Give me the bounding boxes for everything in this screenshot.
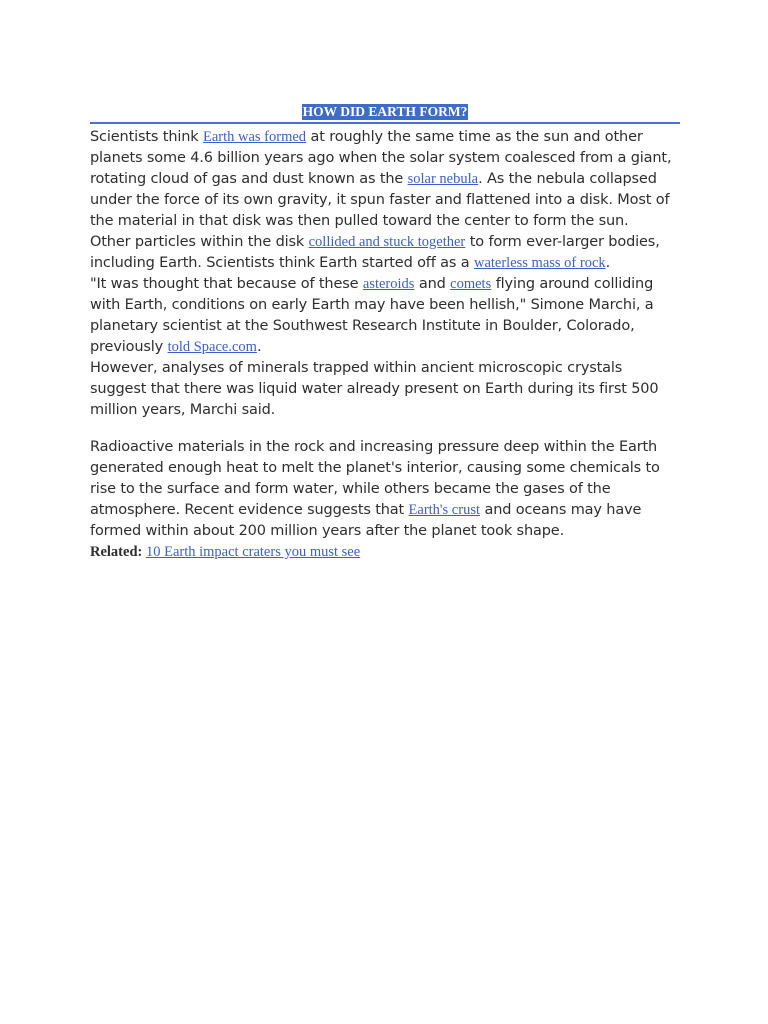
paragraph-quote	[90, 274, 680, 358]
text-run: . As the nebula collapsed under the force of its own gravity, it spun faster and flattened into a disk. Most of the material in that disk was then pulled toward the center to form the sun.	[90, 171, 670, 229]
text-run: Scientists think	[90, 129, 203, 145]
paragraph-radioactive	[90, 437, 680, 542]
link-earths-crust[interactable]: Earth's crust	[408, 502, 480, 518]
text-run: and	[414, 276, 451, 292]
link-waterless-mass-of-rock[interactable]: waterless mass of rock	[473, 255, 606, 271]
article	[90, 104, 680, 563]
text-run: "It was thought that because of these	[90, 276, 363, 292]
paragraph-formation	[90, 127, 680, 232]
text-run: at roughly the same time as the sun and other planets some 4.6 billion years ago when the solar system coalesced from a giant, rotating cloud of gas and dust known as the	[90, 129, 672, 187]
link-comets[interactable]: comets	[450, 276, 492, 292]
link-earth-was-formed[interactable]: Earth was formed	[202, 129, 307, 145]
link-solar-nebula[interactable]: solar nebula	[407, 171, 479, 187]
text-run: Radioactive materials in the rock and increasing pressure deep within the Earth generated enough heat to melt the planet's interior, causing some chemicals to rise to the surface and form water, while others became the gases of the atmosphere. Recent evidence suggests that	[90, 439, 660, 518]
paragraph-water: However, analyses of minerals trapped within ancient microscopic crystals suggest that there was liquid water already present on Earth during its first 500 million years, Marchi said.	[90, 360, 659, 418]
related-label: Related:	[90, 544, 143, 560]
link-impact-craters[interactable]: 10 Earth impact craters you must see	[145, 544, 361, 560]
text-run: and oceans may have formed within about 200 million years after the planet took shape.	[90, 502, 642, 539]
text-run: .	[605, 255, 611, 271]
text-run: flying around colliding with Earth, conditions on early Earth may have been hellish," Simone Marchi, a planetary scientist at the Southwest Research Institute in Boulder, Colorado, previously	[90, 276, 654, 355]
link-told-space-com[interactable]: told Space.com	[167, 339, 257, 355]
link-asteroids[interactable]: asteroids	[362, 276, 415, 292]
text-run: Other particles within the disk	[90, 234, 309, 250]
article-title: HOW DID EARTH FORM?	[302, 104, 468, 119]
title-bar	[90, 104, 680, 124]
link-collided-and-stuck-together[interactable]: collided and stuck together	[308, 234, 466, 250]
paragraph-particles	[90, 232, 680, 274]
related-line	[90, 542, 680, 563]
text-run: .	[256, 339, 262, 355]
text-run: to form ever-larger bodies, including Earth. Scientists think Earth started off as a	[90, 234, 660, 271]
